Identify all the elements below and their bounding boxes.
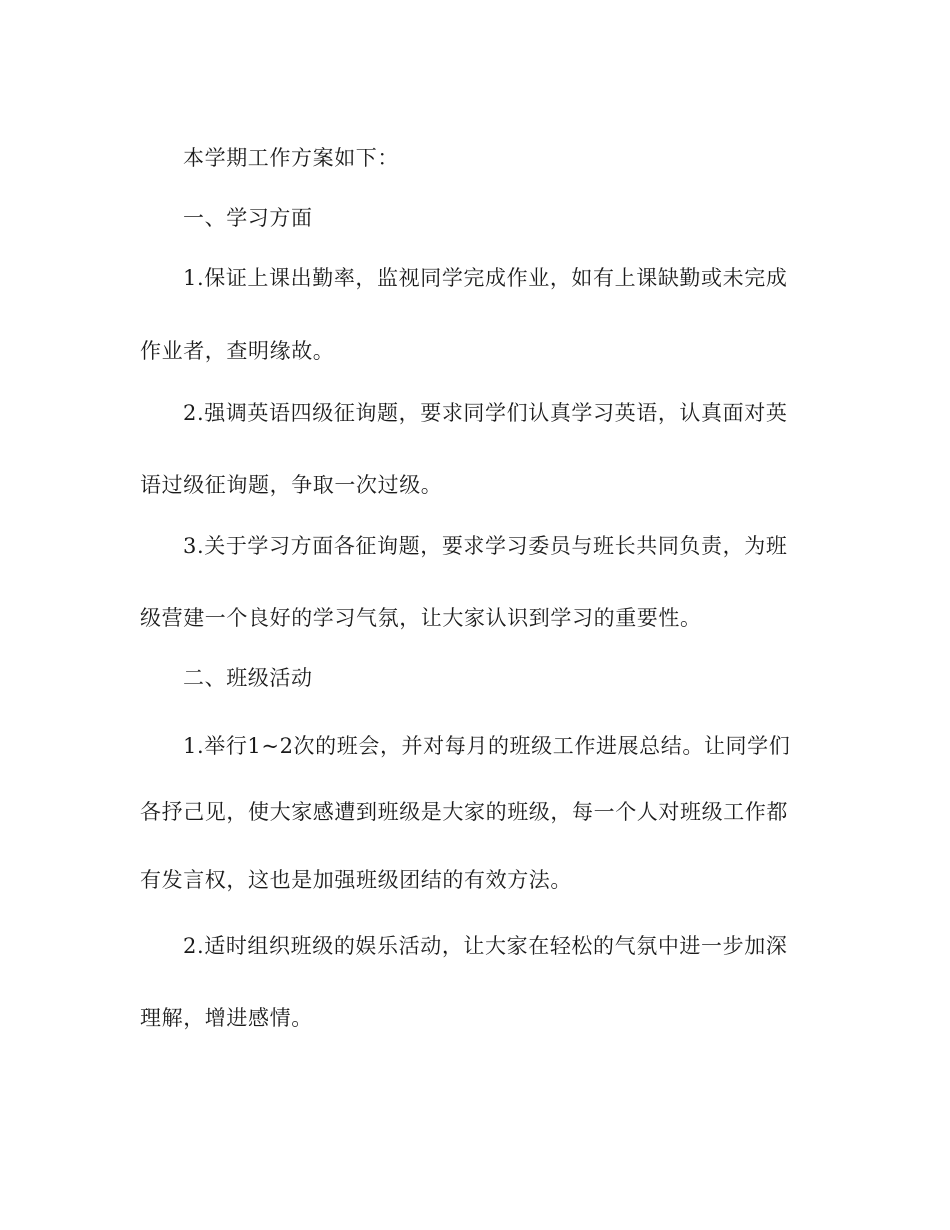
activity-item-2-line-2: 理解，增进感情。 [140,1006,313,1030]
study-item-3-line-1: 3.关于学习方面各征询题，要求学习委员与班长共同负责，为班 [183,534,788,558]
study-item-3-line-2: 级营建一个良好的学习气氛，让大家认识到学习的重要性。 [140,606,702,630]
study-item-2-line-2: 语过级征询题，争取一次过级。 [140,473,443,497]
study-item-2-line-1: 2.强调英语四级征询题，要求同学们认真学习英语，认真面对英 [183,401,788,425]
section-heading-study: 一、学习方面 [183,206,313,230]
activity-item-1-line-1: 1.举行1~2次的班会，并对每月的班级工作进展总结。让同学们 [183,734,791,758]
study-item-1-line-2: 作业者，查明缘故。 [140,339,335,363]
intro-paragraph: 本学期工作方案如下： [183,146,399,170]
activity-item-1-line-2: 各抒己见，使大家感遭到班级是大家的班级，每一个人对班级工作都 [140,800,788,824]
activity-item-2-line-1: 2.适时组织班级的娱乐活动，让大家在轻松的气氛中进一步加深 [183,934,788,958]
section-heading-class-activities: 二、班级活动 [183,666,313,690]
study-item-1-line-1: 1.保证上课出勤率，监视同学完成作业，如有上课缺勤或未完成 [183,266,788,290]
activity-item-1-line-3: 有发言权，这也是加强班级团结的有效方法。 [140,868,572,892]
